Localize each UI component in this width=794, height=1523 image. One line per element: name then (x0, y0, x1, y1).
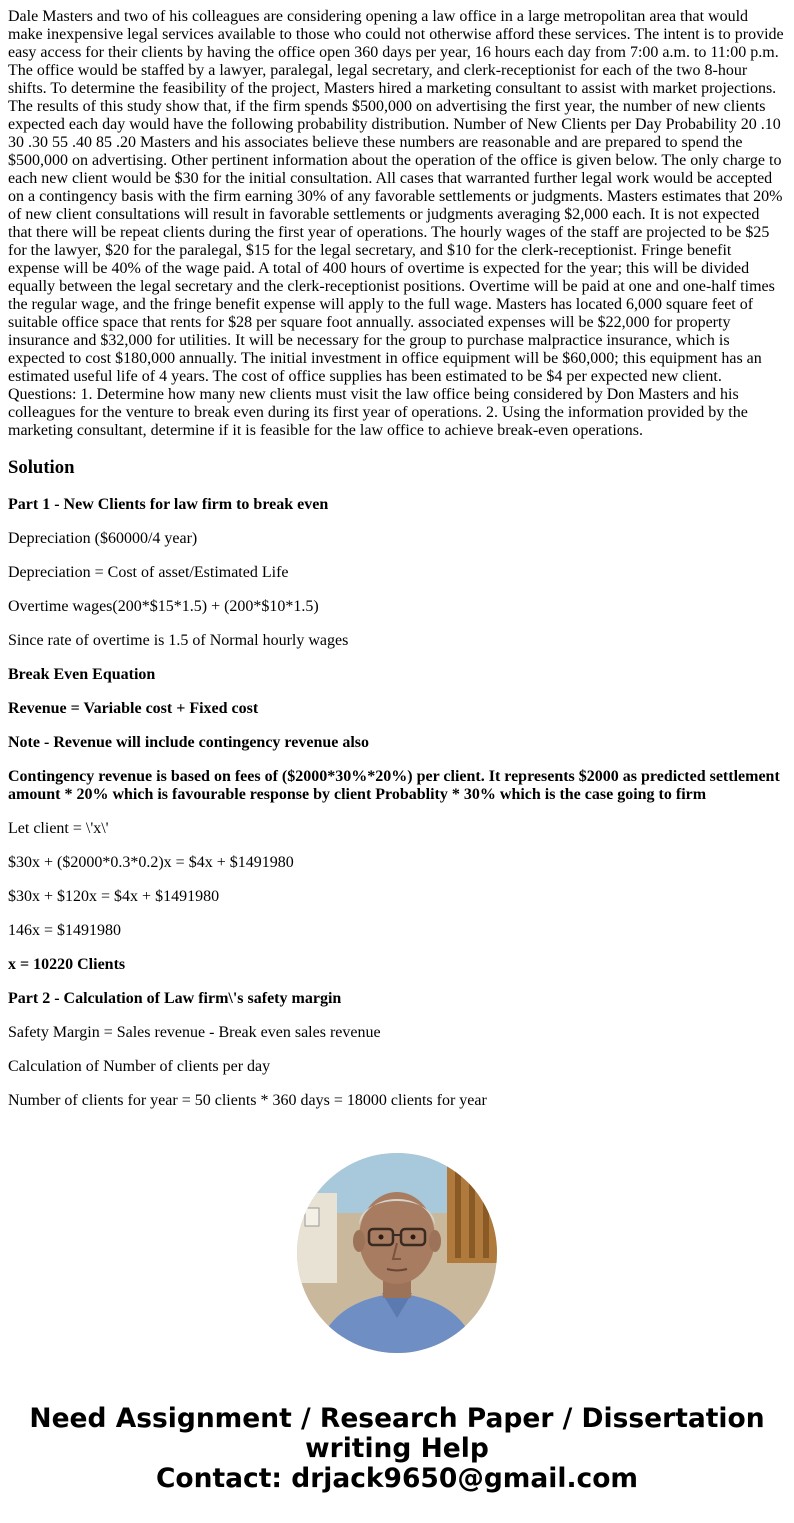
solution-line: Note - Revenue will include contingency revenue also (8, 734, 370, 751)
solution-body (8, 496, 786, 1110)
problem-statement: Dale Masters and two of his colleagues are considering opening a law office in a large metropolitan area that would make inexpensive legal services available to those who could not otherwise afford these services. The intent is to provide easy access for their clients by having the office open 360 days per year, 16 hours each day from 7:00 a.m. to 11:00 p.m. The office would be staffed by a lawyer, paralegal, legal secretary, and clerk-receptionist for each of the two 8-hour shifts. To determine the feasibility of the project, Masters hired a marketing consultant to assist with market projections. The results of this study show that, if the firm spends $500,000 on advertising the first year, the number of new clients expected each day would have the following probability distribution. Number of New Clients per Day Probability 20 .10 30 .30 55 .40 85 .20 Masters and his associates believe these numbers are reasonable and are prepared to spend the $500,000 on advertising. Other pertinent information about the operation of the office is given below. The only charge to each new client would be $30 for the initial consultation. All cases that warranted further legal work would be accepted on a contingency basis with the firm earning 30% of any favorable settlements or judgments. Masters estimates that 20% of new client consultations will result in favorable settlements or judgments averaging $2,000 each. It is not expected that there will be repeat clients during the first year of operations. The hourly wages of the staff are projected to be $25 for the lawyer, $20 for the paralegal, $15 for the legal secretary, and $10 for the clerk-receptionist. Fringe benefit expense will be 40% of the wage paid. A total of 400 hours of overtime is expected for the year; this will be divided equally between the legal secretary and the clerk-receptionist positions. Overtime will be paid at one and one-half times the regular wage, and the fringe benefit expense will apply to the full wage. Masters has located 6,000 square feet of suitable office space that rents for $28 per square foot annually. associated expenses will be $22,000 for property insurance and $32,000 for utilities. It will be necessary for the group to purchase malpractice insurance, which is expected to cost $180,000 annually. The initial investment in office equipment will be $60,000; this equipment has an estimated useful life of 4 years. The cost of office supplies has been estimated to be $4 per expected new client. Questions: 1. Determine how many new clients must visit the law office being considered by Don Masters and his colleagues for the venture to break even during its first year of operations. 2. Using the information provided by the marketing consultant, determine if it is feasible for the law office to achieve break-even operations. (8, 8, 784, 439)
banner-line: writing Help (305, 1433, 489, 1464)
solution-line: 146x = $1491980 (8, 922, 122, 939)
solution-heading: Solution (8, 457, 75, 478)
solution-line: Part 2 - Calculation of Law firm\'s safety margin (8, 990, 342, 1007)
solution-line: Let client = \'x\' (8, 820, 109, 837)
contact-banner (0, 1404, 794, 1494)
author-avatar (297, 1153, 497, 1353)
solution-line: x = 10220 Clients (8, 956, 126, 973)
solution-line: Number of clients for year = 50 clients * 360 days = 18000 clients for year (8, 1092, 487, 1109)
solution-line: $30x + ($2000*0.3*0.2)x = $4x + $1491980 (8, 854, 294, 871)
banner-line: Need Assignment / Research Paper / Dissertation (29, 1403, 765, 1434)
solution-line: Contingency revenue is based on fees of ($2000*30%*20%) per client. It represents $2000 as predicted settlement amount * 20% which is favourable response by client Probablity * 30% which is the case going to firm (8, 768, 780, 803)
solution-line: Depreciation ($60000/4 year) (8, 530, 198, 547)
solution-line: Safety Margin = Sales revenue - Break even sales revenue (8, 1024, 381, 1041)
solution-line: Part 1 - New Clients for law firm to break even (8, 496, 329, 513)
solution-line: Revenue = Variable cost + Fixed cost (8, 700, 259, 717)
solution-line: Overtime wages(200*$15*1.5) + (200*$10*1.5) (8, 598, 319, 615)
contact-email: Contact: drjack9650@gmail.com (155, 1463, 639, 1494)
solution-line: Since rate of overtime is 1.5 of Normal hourly wages (8, 632, 349, 649)
author-photo-image (297, 1153, 497, 1353)
solution-line: Calculation of Number of clients per day (8, 1058, 271, 1075)
solution-line: Depreciation = Cost of asset/Estimated Life (8, 564, 289, 581)
solution-line: Break Even Equation (8, 666, 156, 683)
solution-line: $30x + $120x = $4x + $1491980 (8, 888, 220, 905)
